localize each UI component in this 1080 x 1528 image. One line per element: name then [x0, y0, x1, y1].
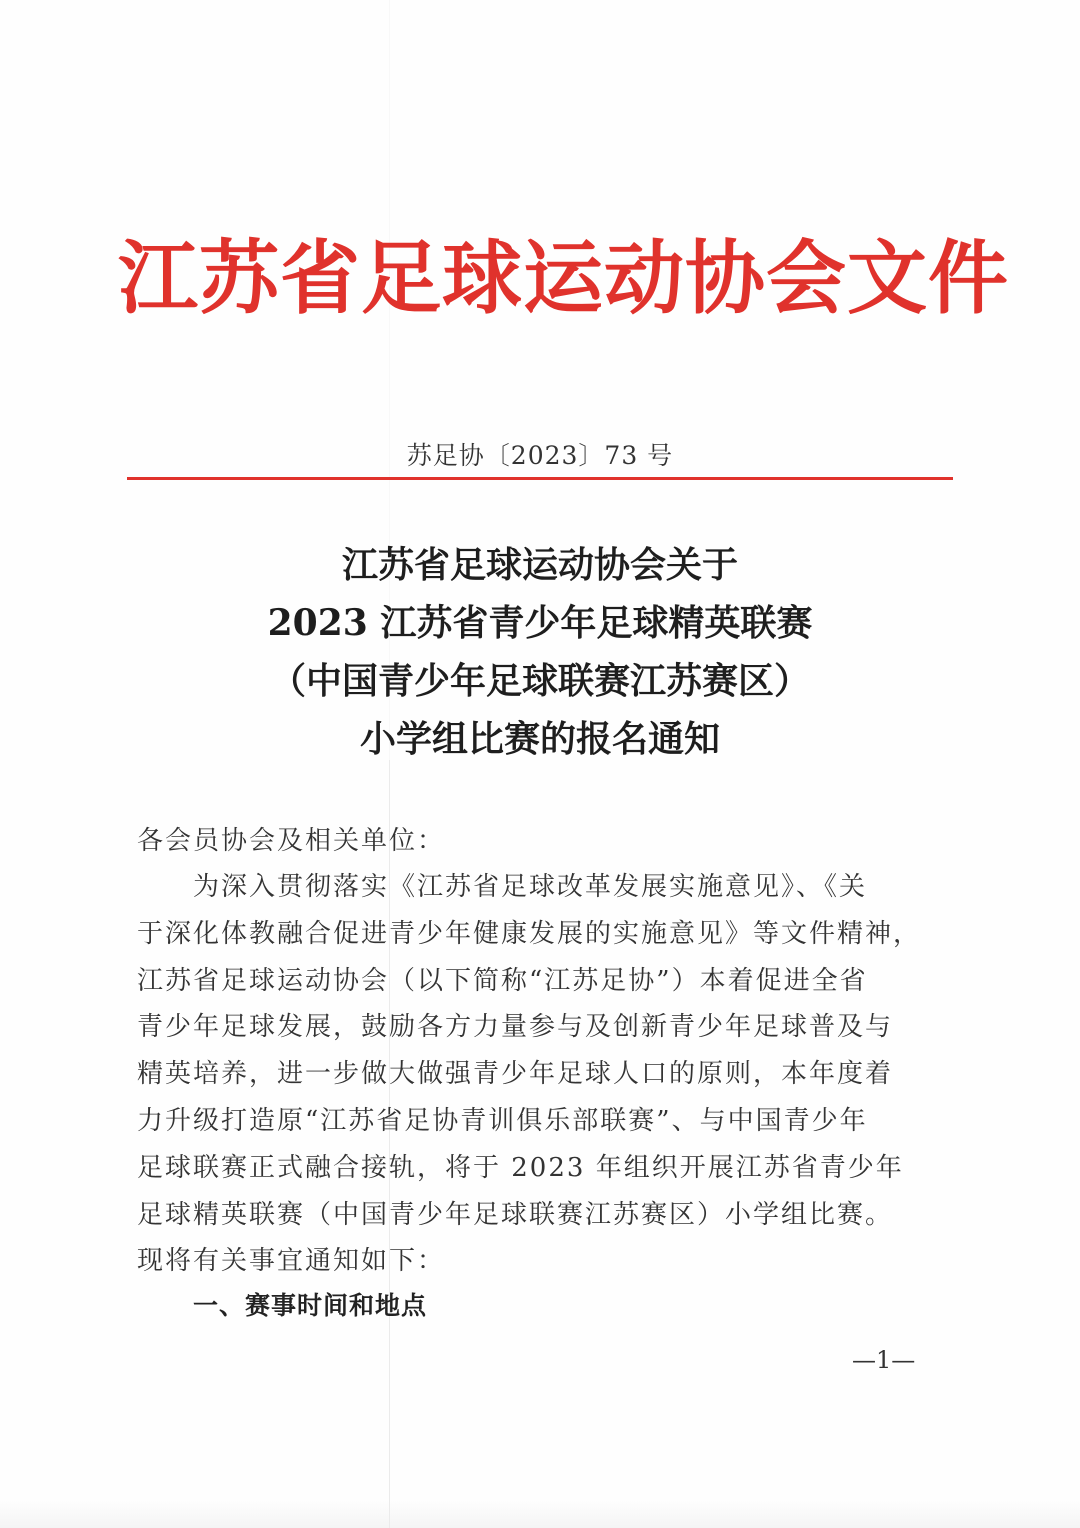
body-line: 现将有关事宜通知如下： — [137, 1246, 446, 1277]
body-paragraph — [137, 864, 927, 1285]
body-line: 精英培养，进一步做大做强青少年足球人口的原则，本年度着 — [137, 1059, 894, 1090]
red-divider-rule — [127, 477, 953, 480]
page-bottom-edge — [0, 1500, 1080, 1528]
title-line-1: 江苏省足球运动协会关于 — [341, 544, 738, 586]
document-number: 苏足协〔2023〕73 号 — [406, 441, 674, 470]
title-line-3: （中国青少年足球联赛江苏赛区） — [269, 660, 810, 702]
body-line: 青少年足球发展，鼓励各方力量参与及创新青少年足球普及与 — [137, 1012, 894, 1043]
page-number: —1— — [852, 1346, 916, 1374]
body-line: 江苏省足球运动协会（以下简称“江苏足协”）本着促进全省 — [137, 965, 868, 996]
body-line: 力升级打造原“江苏省足协青训俱乐部联赛”、与中国青少年 — [137, 1105, 868, 1136]
notice-title — [0, 536, 1080, 768]
body-line: 于深化体教融合促进青少年健康发展的实施意见》等文件精神， — [137, 918, 922, 949]
salutation: 各会员协会及相关单位： — [137, 826, 446, 856]
title-line-2: 2023 江苏省青少年足球精英联赛 — [267, 602, 813, 644]
body-line: 足球联赛正式融合接轨，将于 2023 年组织开展江苏省青少年 — [137, 1152, 904, 1183]
body-line: 足球精英联赛（中国青少年足球联赛江苏赛区）小学组比赛。 — [137, 1199, 894, 1230]
section-heading: 一、赛事时间和地点 — [193, 1291, 428, 1320]
body-line: 为深入贯彻落实《江苏省足球改革发展实施意见》、《关 — [193, 872, 868, 902]
red-document-header: 江苏省足球运动协会文件 — [118, 231, 1009, 325]
title-line-4: 小学组比赛的报名通知 — [359, 718, 720, 760]
